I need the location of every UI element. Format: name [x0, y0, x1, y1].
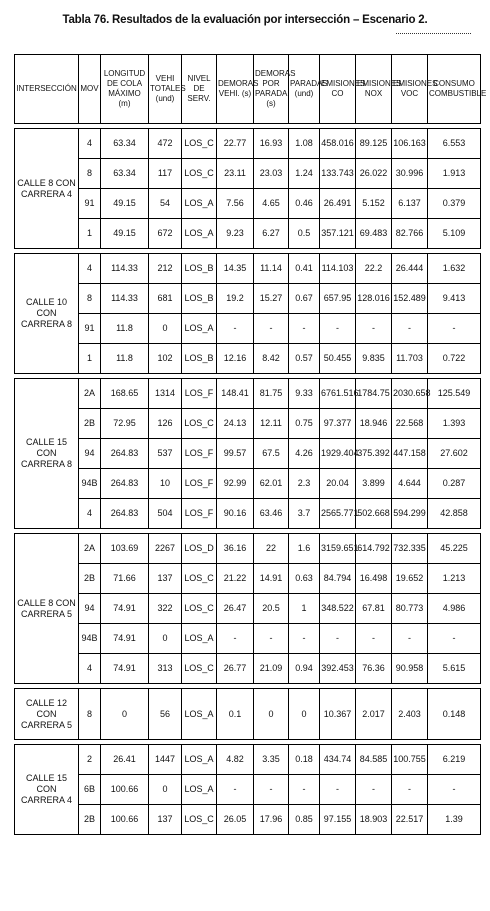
table-cell: LOS_A — [182, 745, 217, 775]
table-cell: 348.522 — [320, 594, 356, 624]
column-header: PARADAS (und) — [289, 55, 320, 124]
table-cell: - — [320, 775, 356, 805]
table-cell: 97.155 — [320, 805, 356, 835]
table-cell: LOS_C — [182, 805, 217, 835]
table-cell: 0.1 — [217, 689, 254, 740]
table-row — [15, 594, 481, 624]
table-row — [15, 129, 481, 159]
table-cell: LOS_C — [182, 159, 217, 189]
intersection-name: CALLE 10 CON CARRERA 8 — [15, 254, 79, 374]
column-header: CONSUMO COMBUSTIBLE — [428, 55, 481, 124]
table-cell: 0.63 — [289, 564, 320, 594]
table-cell: - — [254, 314, 289, 344]
table-cell: 22.77 — [217, 129, 254, 159]
column-header: EMISIONES VOC — [392, 55, 428, 124]
table-cell: 2267 — [149, 534, 182, 564]
table-cell: 36.16 — [217, 534, 254, 564]
table-cell: - — [217, 314, 254, 344]
table-cell: 103.69 — [101, 534, 149, 564]
table-row — [15, 159, 481, 189]
table-cell: LOS_D — [182, 534, 217, 564]
table-cell: 106.163 — [392, 129, 428, 159]
table-cell: 76.36 — [356, 654, 392, 684]
table-cell: - — [392, 624, 428, 654]
table-cell: 137 — [149, 564, 182, 594]
table-cell: LOS_F — [182, 499, 217, 529]
table-cell: LOS_C — [182, 564, 217, 594]
table-cell: 4 — [79, 499, 101, 529]
table-cell: 114.33 — [101, 254, 149, 284]
table-cell: 2 — [79, 745, 101, 775]
table-cell: 67.5 — [254, 439, 289, 469]
table-cell: 67.81 — [356, 594, 392, 624]
table-cell: 3.35 — [254, 745, 289, 775]
table-cell: 20.04 — [320, 469, 356, 499]
table-cell: 594.299 — [392, 499, 428, 529]
table-row — [15, 745, 481, 775]
column-header: LONGITUD DE COLA MÁXIMO (m) — [101, 55, 149, 124]
table-cell: LOS_A — [182, 689, 217, 740]
table-row — [15, 469, 481, 499]
table-cell: 1 — [289, 594, 320, 624]
results-table — [14, 54, 487, 835]
table-cell: 0.18 — [289, 745, 320, 775]
table-cell: LOS_C — [182, 654, 217, 684]
table-cell: 49.15 — [101, 219, 149, 249]
table-row — [15, 805, 481, 835]
table-cell: 2A — [79, 379, 101, 409]
table-cell: 168.65 — [101, 379, 149, 409]
table-cell: 74.91 — [101, 594, 149, 624]
table-cell: 502.668 — [356, 499, 392, 529]
table-cell: 9.835 — [356, 344, 392, 374]
intersection-name: CALLE 12 CON CARRERA 5 — [15, 689, 79, 740]
table-row — [15, 499, 481, 529]
table-cell: 97.377 — [320, 409, 356, 439]
table-cell: 81.75 — [254, 379, 289, 409]
table-cell: - — [254, 775, 289, 805]
table-row — [15, 314, 481, 344]
header-row — [15, 55, 481, 124]
table-cell: - — [356, 775, 392, 805]
table-cell: 264.83 — [101, 499, 149, 529]
table-cell: 63.34 — [101, 159, 149, 189]
table-cell: LOS_B — [182, 344, 217, 374]
table-cell: 1.24 — [289, 159, 320, 189]
table-cell: 4.986 — [428, 594, 481, 624]
table-cell: 18.903 — [356, 805, 392, 835]
table-cell: 1447 — [149, 745, 182, 775]
table-cell: 27.602 — [428, 439, 481, 469]
table-cell: 0.379 — [428, 189, 481, 219]
table-cell: LOS_F — [182, 469, 217, 499]
table-cell: 50.455 — [320, 344, 356, 374]
table-cell: 4.644 — [392, 469, 428, 499]
table-cell: 2B — [79, 564, 101, 594]
table-cell: 0.41 — [289, 254, 320, 284]
table-cell: - — [428, 624, 481, 654]
table-cell: 1 — [79, 344, 101, 374]
table-cell: 1.6 — [289, 534, 320, 564]
table-cell: 6.219 — [428, 745, 481, 775]
table-cell: 1929.404 — [320, 439, 356, 469]
table-cell: - — [392, 775, 428, 805]
table-cell: 657.95 — [320, 284, 356, 314]
table-title: Tabla 76. Resultados de la evaluación por intersección – Escenario 2. — [62, 14, 428, 26]
table-cell: 11.703 — [392, 344, 428, 374]
table-cell: 114.103 — [320, 254, 356, 284]
table-cell: 12.16 — [217, 344, 254, 374]
table-cell: LOS_F — [182, 439, 217, 469]
table-cell: 14.35 — [217, 254, 254, 284]
table-cell: - — [289, 624, 320, 654]
table-cell: 0.46 — [289, 189, 320, 219]
table-cell: 4 — [79, 654, 101, 684]
table-cell: 10.367 — [320, 689, 356, 740]
table-cell: 1.39 — [428, 805, 481, 835]
table-cell: 0 — [289, 689, 320, 740]
table-cell: 458.016 — [320, 129, 356, 159]
table-cell: 4.65 — [254, 189, 289, 219]
table-row — [15, 534, 481, 564]
table-cell: 0.85 — [289, 805, 320, 835]
table-cell: 72.95 — [101, 409, 149, 439]
table-cell: 42.858 — [428, 499, 481, 529]
table-cell: 133.743 — [320, 159, 356, 189]
table-cell: 71.66 — [101, 564, 149, 594]
table-cell: 114.33 — [101, 284, 149, 314]
table-cell: 100.66 — [101, 805, 149, 835]
table-cell: 63.34 — [101, 129, 149, 159]
table-cell: LOS_A — [182, 314, 217, 344]
table-cell: 2.017 — [356, 689, 392, 740]
table-cell: 22.517 — [392, 805, 428, 835]
table-cell: 447.158 — [392, 439, 428, 469]
table-cell: 0.722 — [428, 344, 481, 374]
table-cell: 0.67 — [289, 284, 320, 314]
table-cell: 357.121 — [320, 219, 356, 249]
table-cell: 17.96 — [254, 805, 289, 835]
intersection-name: CALLE 8 CON CARRERA 5 — [15, 534, 79, 684]
table-cell: 4.82 — [217, 745, 254, 775]
column-header: DEMORAS VEHI. (s) — [217, 55, 254, 124]
intersection-name: CALLE 15 CON CARRERA 4 — [15, 745, 79, 835]
table-cell: 1314 — [149, 379, 182, 409]
table-cell: 8 — [79, 159, 101, 189]
column-header: VEHI TOTALES (und) — [149, 55, 182, 124]
table-cell: 26.41 — [101, 745, 149, 775]
table-cell: LOS_C — [182, 129, 217, 159]
table-cell: 89.125 — [356, 129, 392, 159]
table-cell: 100.755 — [392, 745, 428, 775]
table-cell: 0 — [149, 775, 182, 805]
table-cell: 117 — [149, 159, 182, 189]
table-cell: - — [356, 624, 392, 654]
column-header: NIVEL DE SERV. — [182, 55, 217, 124]
table-cell: 26.022 — [356, 159, 392, 189]
table-row — [15, 284, 481, 314]
table-cell: 23.03 — [254, 159, 289, 189]
table-cell: 313 — [149, 654, 182, 684]
table-row — [15, 439, 481, 469]
table-cell: 14.91 — [254, 564, 289, 594]
table-cell: LOS_B — [182, 284, 217, 314]
table-cell: 19.2 — [217, 284, 254, 314]
table-cell: 1 — [79, 219, 101, 249]
table-row — [15, 654, 481, 684]
table-cell: 99.57 — [217, 439, 254, 469]
table-cell: 6.137 — [392, 189, 428, 219]
table-cell: 84.585 — [356, 745, 392, 775]
table-row — [15, 189, 481, 219]
table-cell: - — [254, 624, 289, 654]
table-cell: 128.016 — [356, 284, 392, 314]
table-cell: 2B — [79, 805, 101, 835]
table-row — [15, 564, 481, 594]
table-cell: 0 — [101, 689, 149, 740]
column-header: EMISIONES NOX — [356, 55, 392, 124]
table-cell: 11.8 — [101, 344, 149, 374]
table-cell: - — [392, 314, 428, 344]
table-cell: 11.8 — [101, 314, 149, 344]
table-cell: - — [428, 775, 481, 805]
table-cell: 94 — [79, 594, 101, 624]
table-cell: LOS_C — [182, 594, 217, 624]
table-cell: 0 — [254, 689, 289, 740]
table-cell: 82.766 — [392, 219, 428, 249]
table-body — [15, 124, 481, 835]
table-cell: 16.498 — [356, 564, 392, 594]
table-cell: 18.946 — [356, 409, 392, 439]
table-cell: 0.57 — [289, 344, 320, 374]
table-cell: 264.83 — [101, 469, 149, 499]
table-cell: 4.26 — [289, 439, 320, 469]
table-cell: 392.453 — [320, 654, 356, 684]
table-row — [15, 689, 481, 740]
table-cell: 472 — [149, 129, 182, 159]
table-cell: 22.2 — [356, 254, 392, 284]
table-cell: 1.213 — [428, 564, 481, 594]
table-row — [15, 219, 481, 249]
table-cell: 3159.651 — [320, 534, 356, 564]
table-cell: 2A — [79, 534, 101, 564]
table-cell: 504 — [149, 499, 182, 529]
table-cell: 2565.771 — [320, 499, 356, 529]
table-cell: 137 — [149, 805, 182, 835]
table-cell: 19.652 — [392, 564, 428, 594]
table-cell: 102 — [149, 344, 182, 374]
table-cell: 21.22 — [217, 564, 254, 594]
table-cell: 2.3 — [289, 469, 320, 499]
table-cell: 20.5 — [254, 594, 289, 624]
table-cell: 614.792 — [356, 534, 392, 564]
table-cell: 94 — [79, 439, 101, 469]
intersection-name: CALLE 8 CON CARRERA 4 — [15, 129, 79, 249]
table-row — [15, 254, 481, 284]
table-cell: 94B — [79, 624, 101, 654]
table-cell: 0.75 — [289, 409, 320, 439]
table-cell: 2B — [79, 409, 101, 439]
table-cell: 434.74 — [320, 745, 356, 775]
table-cell: - — [289, 775, 320, 805]
table-cell: 92.99 — [217, 469, 254, 499]
table-cell: 8 — [79, 689, 101, 740]
table-cell: 11.14 — [254, 254, 289, 284]
table-cell: 26.05 — [217, 805, 254, 835]
column-header: MOV — [79, 55, 101, 124]
table-cell: 90.958 — [392, 654, 428, 684]
table-cell: 8.42 — [254, 344, 289, 374]
table-cell: 6.553 — [428, 129, 481, 159]
table-cell: 125.549 — [428, 379, 481, 409]
table-cell: 322 — [149, 594, 182, 624]
table-cell: LOS_A — [182, 775, 217, 805]
table-cell: 56 — [149, 689, 182, 740]
table-cell: 2.403 — [392, 689, 428, 740]
table-cell: 5.615 — [428, 654, 481, 684]
table-cell: 30.996 — [392, 159, 428, 189]
table-cell: 21.09 — [254, 654, 289, 684]
table-cell: 22 — [254, 534, 289, 564]
table-cell: 537 — [149, 439, 182, 469]
table-cell: 9.33 — [289, 379, 320, 409]
table-cell: 7.56 — [217, 189, 254, 219]
table-cell: 1.393 — [428, 409, 481, 439]
table-cell: - — [356, 314, 392, 344]
intersection-name: CALLE 15 CON CARRERA 8 — [15, 379, 79, 529]
table-cell: 4 — [79, 254, 101, 284]
table-cell: 6.27 — [254, 219, 289, 249]
table-cell: 681 — [149, 284, 182, 314]
table-row — [15, 624, 481, 654]
table-cell: 148.41 — [217, 379, 254, 409]
table-cell: 1.913 — [428, 159, 481, 189]
table-row — [15, 775, 481, 805]
table-cell: - — [320, 624, 356, 654]
table-cell: - — [217, 775, 254, 805]
table-cell: - — [320, 314, 356, 344]
table-cell: 84.794 — [320, 564, 356, 594]
table-cell: 6B — [79, 775, 101, 805]
table-cell: 672 — [149, 219, 182, 249]
table-cell: 264.83 — [101, 439, 149, 469]
table-cell: 69.483 — [356, 219, 392, 249]
table-cell: 23.11 — [217, 159, 254, 189]
table-cell: 1784.75 — [356, 379, 392, 409]
table-cell: 3.7 — [289, 499, 320, 529]
title-rule — [396, 33, 471, 34]
table-cell: 26.77 — [217, 654, 254, 684]
table-cell: - — [428, 314, 481, 344]
table-cell: 100.66 — [101, 775, 149, 805]
column-header: EMISIONES CO — [320, 55, 356, 124]
table-cell: - — [217, 624, 254, 654]
table-cell: 0.94 — [289, 654, 320, 684]
table-cell: LOS_B — [182, 254, 217, 284]
table-cell: 74.91 — [101, 654, 149, 684]
table-row — [15, 409, 481, 439]
table-cell: 54 — [149, 189, 182, 219]
table-cell: 94B — [79, 469, 101, 499]
table-row — [15, 379, 481, 409]
table-cell: LOS_A — [182, 219, 217, 249]
table-cell: 24.13 — [217, 409, 254, 439]
table-cell: 91 — [79, 189, 101, 219]
table-cell: 8 — [79, 284, 101, 314]
table-cell: LOS_F — [182, 379, 217, 409]
table-cell: 9.413 — [428, 284, 481, 314]
table-cell: 732.335 — [392, 534, 428, 564]
table-cell: 0.5 — [289, 219, 320, 249]
table-cell: 9.23 — [217, 219, 254, 249]
table-cell: 1.632 — [428, 254, 481, 284]
table-cell: 22.568 — [392, 409, 428, 439]
table-cell: 26.47 — [217, 594, 254, 624]
table-cell: 375.392 — [356, 439, 392, 469]
table-cell: 80.773 — [392, 594, 428, 624]
table-cell: 212 — [149, 254, 182, 284]
table-cell: 0.287 — [428, 469, 481, 499]
table-cell: 0 — [149, 624, 182, 654]
table-cell: 1.08 — [289, 129, 320, 159]
column-header: INTERSECCIÓN — [15, 55, 79, 124]
table-cell: 5.109 — [428, 219, 481, 249]
table-cell: 5.152 — [356, 189, 392, 219]
table-cell: 3.899 — [356, 469, 392, 499]
table-cell: 0.148 — [428, 689, 481, 740]
table-cell: 63.46 — [254, 499, 289, 529]
table-cell: 6761.516 — [320, 379, 356, 409]
table-cell: 12.11 — [254, 409, 289, 439]
table-cell: 26.491 — [320, 189, 356, 219]
table-cell: 152.489 — [392, 284, 428, 314]
table-cell: LOS_A — [182, 624, 217, 654]
table-cell: 0 — [149, 314, 182, 344]
table-cell: 45.225 — [428, 534, 481, 564]
table-row — [15, 344, 481, 374]
table-cell: 90.16 — [217, 499, 254, 529]
table-cell: 91 — [79, 314, 101, 344]
table-cell: - — [289, 314, 320, 344]
table-cell: 74.91 — [101, 624, 149, 654]
table-cell: LOS_A — [182, 189, 217, 219]
table-cell: 4 — [79, 129, 101, 159]
table-cell: 15.27 — [254, 284, 289, 314]
table-cell: 2030.658 — [392, 379, 428, 409]
table-cell: LOS_C — [182, 409, 217, 439]
table-cell: 49.15 — [101, 189, 149, 219]
table-cell: 16.93 — [254, 129, 289, 159]
table-cell: 62.01 — [254, 469, 289, 499]
table-cell: 26.444 — [392, 254, 428, 284]
column-header: DEMORAS POR PARADA (s) — [254, 55, 289, 124]
table-cell: 10 — [149, 469, 182, 499]
table-cell: 126 — [149, 409, 182, 439]
